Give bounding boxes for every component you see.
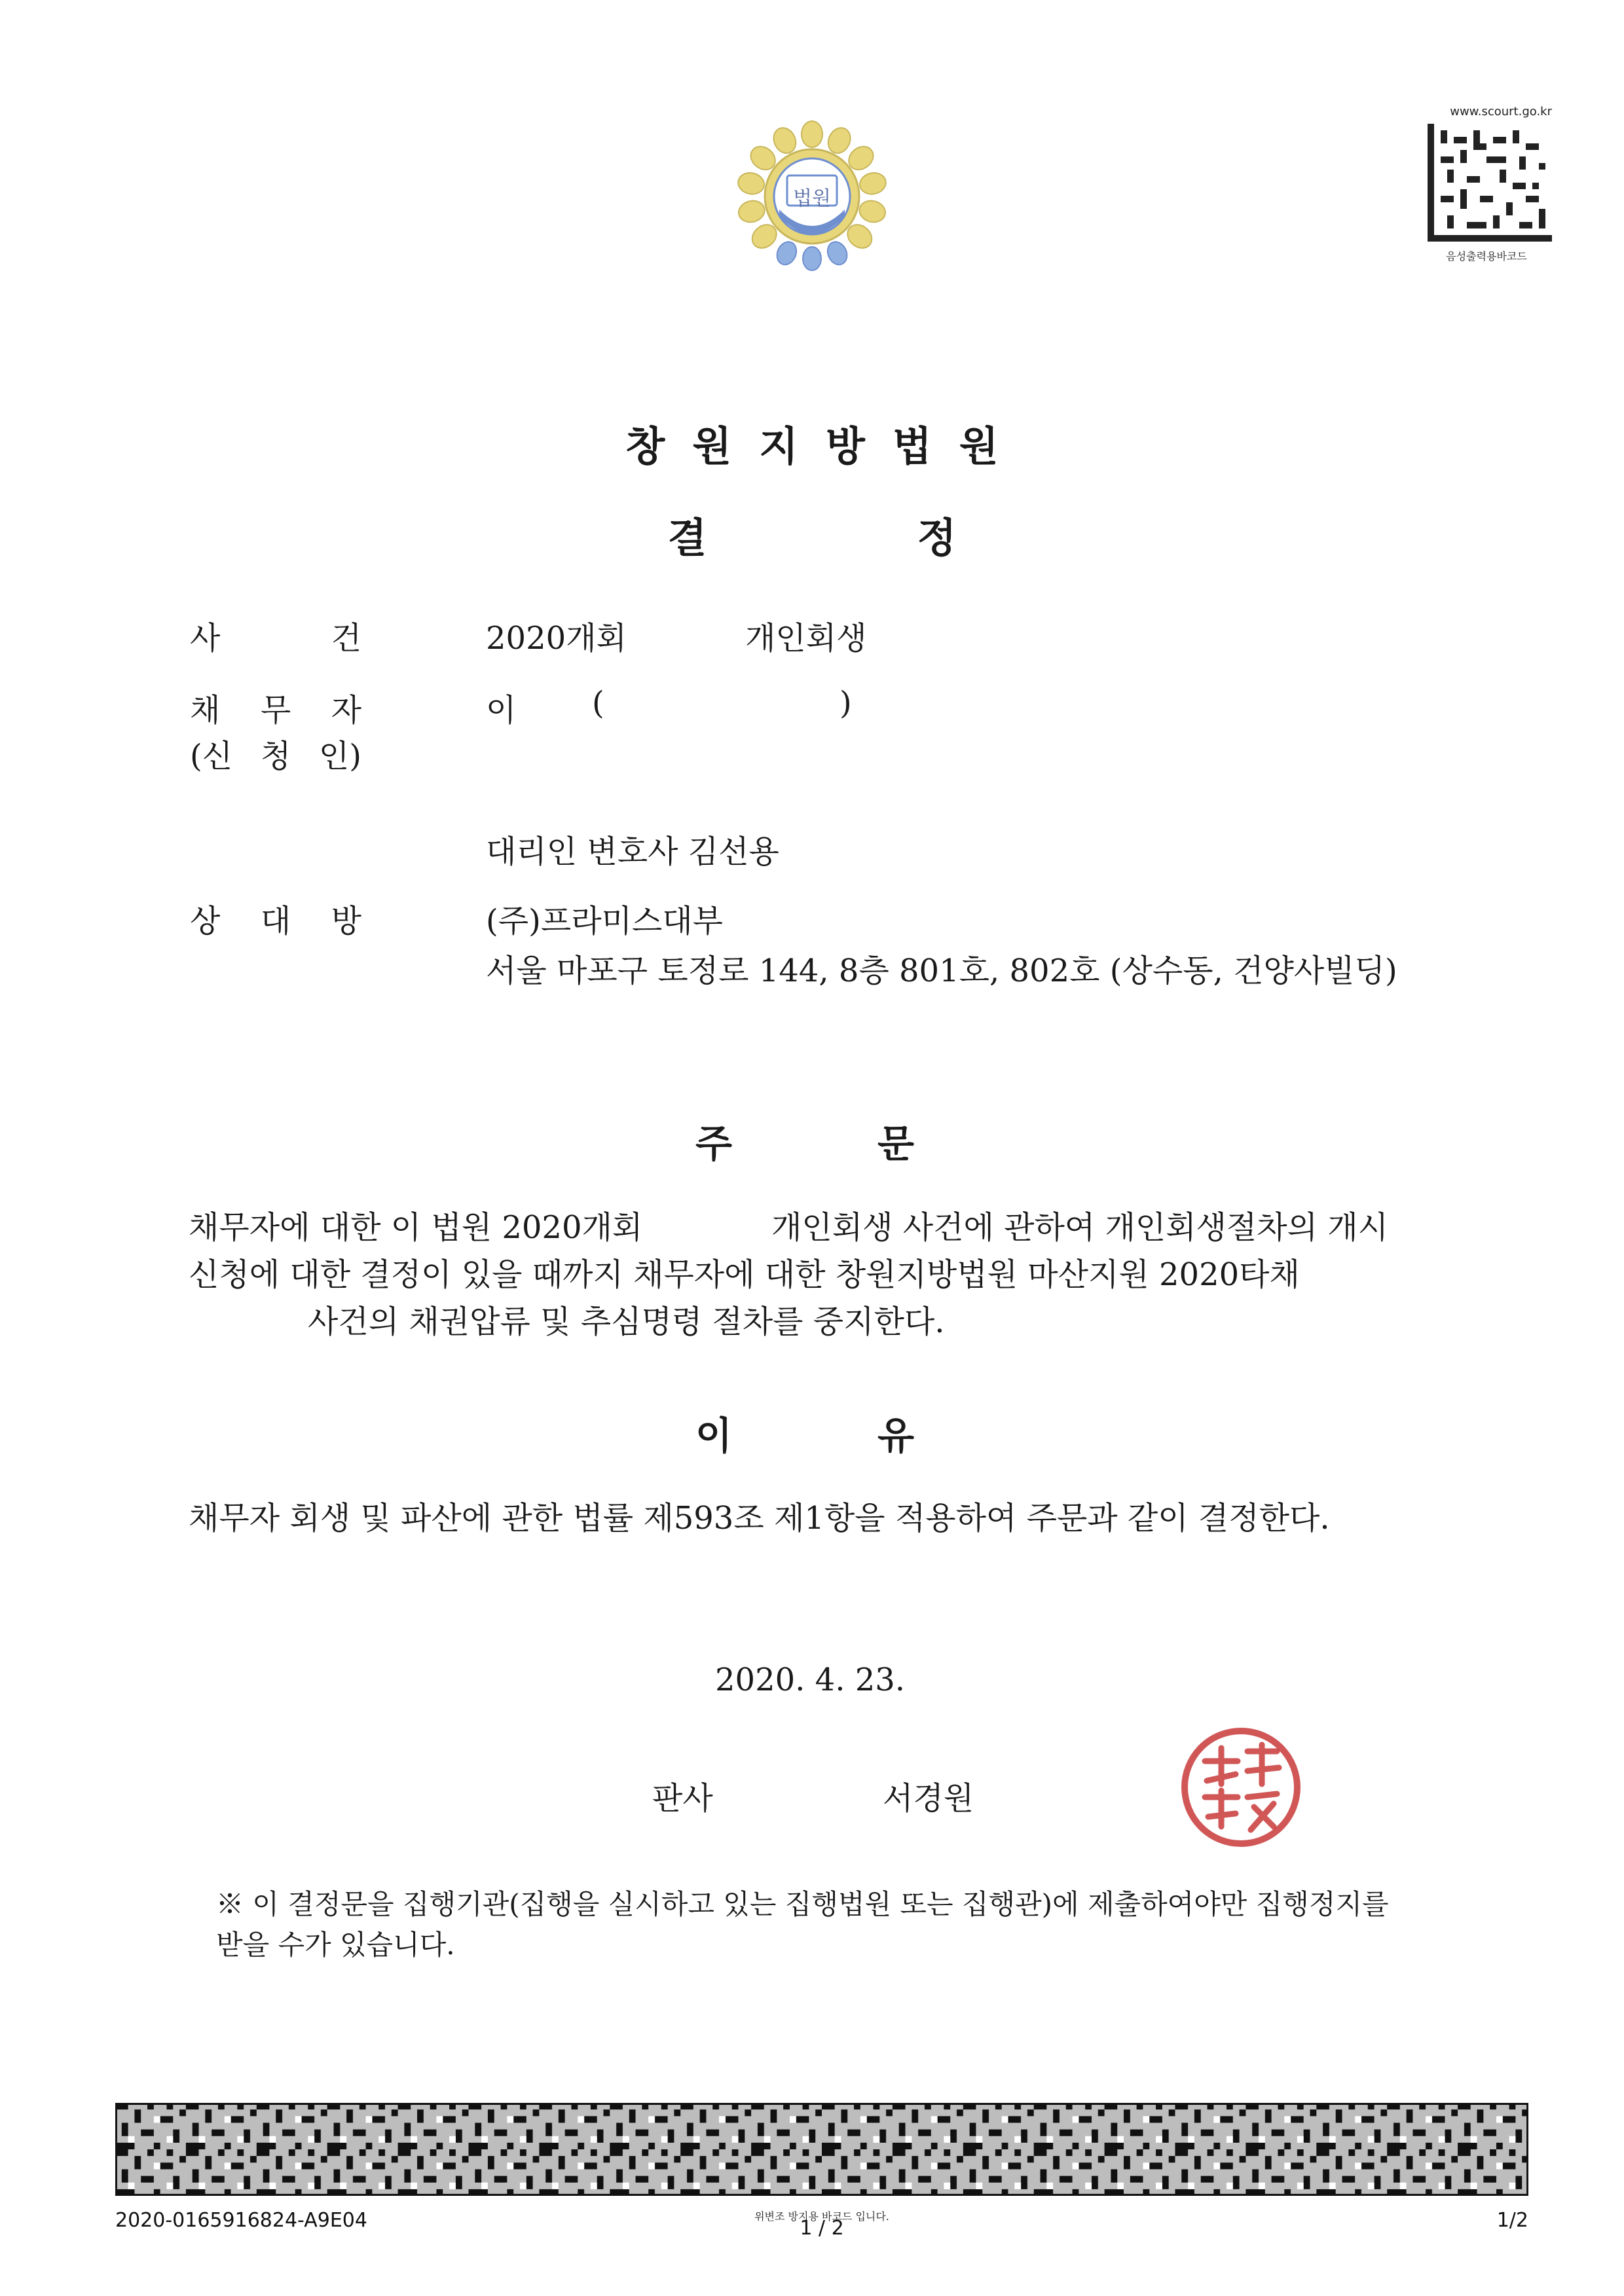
notice-line-1: ※ 이 결정문을 집행기관(집행을 실시하고 있는 집행법원 또는 집행관)에 제출하여야만 집행정지를 [216, 1888, 1389, 1920]
order-line-2: 신청에 대한 결정이 있을 때까지 채무자에 대한 창원지방법원 마산지원 2020타채 [189, 1256, 1300, 1293]
case-type: 개인회생 [745, 620, 867, 657]
page-number-right: 1/2 [1496, 2209, 1528, 2232]
anti-forgery-barcode [115, 2103, 1528, 2196]
decision-date: 2020. 4. 23. [715, 1662, 906, 1698]
counterparty-label: 상 대 방 [190, 903, 361, 939]
court-emblem-text: 법원 [793, 187, 831, 210]
applicant-sublabel: (신 청 인) [190, 738, 361, 774]
voice-output-barcode [1428, 124, 1552, 242]
order-line-1a: 채무자에 대한 이 법원 2020개회 [189, 1209, 643, 1246]
order-heading-left: 주 [695, 1121, 733, 1166]
doc-type-right: 정 [917, 514, 957, 562]
judge-name: 서경원 [883, 1780, 974, 1817]
qr-caption: 음성출력용바코드 [1446, 250, 1527, 263]
reason-heading-left: 이 [695, 1413, 733, 1458]
court-name-title: 창원지방법원 [625, 422, 1026, 470]
debtor-paren-close: ) [840, 685, 852, 721]
debtor-name: 이 [486, 692, 517, 729]
notice-line-2: 받을 수가 있습니다. [216, 1929, 455, 1961]
debtor-agent: 대리인 변호사 김선용 [486, 833, 779, 870]
counterparty-name: (주)프라미스대부 [486, 903, 724, 939]
page-number-center: 1 / 2 [800, 2217, 844, 2240]
order-line-3: 사건의 채권압류 및 추심명령 절차를 중지한다. [308, 1303, 945, 1340]
reason-heading-right: 유 [877, 1413, 915, 1458]
debtor-label: 채 무 자 [190, 692, 361, 729]
document-id: 2020-0165916824-A9E04 [115, 2209, 367, 2232]
case-label: 사 건 [190, 620, 361, 657]
judge-title: 판사 [652, 1780, 713, 1817]
counterparty-address: 서울 마포구 토정로 144, 8층 801호, 802호 (상수동, 건양사빌딩) [486, 953, 1397, 989]
qr-url: www.scourt.go.kr [1450, 105, 1552, 118]
case-number: 2020개회 [486, 620, 627, 657]
reason-text: 채무자 회생 및 파산에 관한 법률 제593조 제1항을 적용하여 주문과 같이 결정한다. [189, 1500, 1330, 1537]
barcode-note: 위변조 방지용 바코드 입니다. [754, 2210, 889, 2223]
voice-barcode-block [1421, 105, 1552, 263]
doc-type-left: 결 [667, 514, 707, 562]
order-line-1b: 개인회생 사건에 관하여 개인회생절차의 개시 [771, 1209, 1389, 1246]
judge-seal-stamp [1175, 1722, 1306, 1853]
document-type-title [0, 505, 1624, 564]
debtor-paren-open: ( [592, 685, 604, 721]
order-heading-right: 문 [877, 1121, 915, 1166]
